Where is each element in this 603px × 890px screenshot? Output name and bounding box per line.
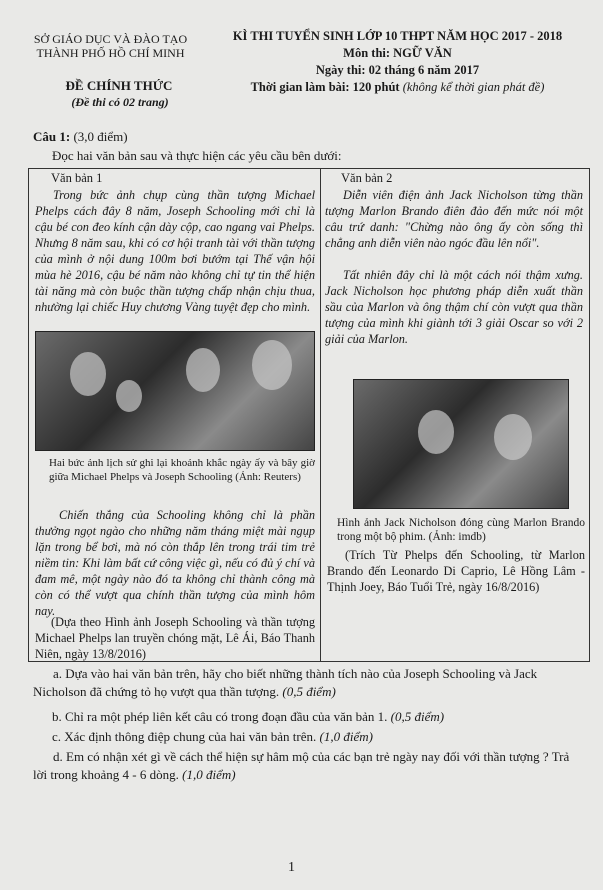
- question-instruction: Đọc hai văn bản sau và thực hiện các yêu cầu bên dưới:: [52, 148, 342, 163]
- question-points: (3,0 điểm): [73, 129, 128, 144]
- department-block: [18, 32, 203, 60]
- pages-note: (Đề thi có 02 trang): [71, 95, 169, 109]
- text1-body: Trong bức ảnh chụp cùng thần tượng Michael Phelps cách đây 8 năm, Joseph Schooling mới chỉ là cậu bé con đeo kính cận dày cộp, cao ngang vai Phelps. Nhưng 8 năm sau, khi có cơ hội tranh tài với thần tượng của mình ở nội dung 100m bơi bướm tại Thế vận hội mùa hè 2016, cậu bé năm nào không chỉ tự tin thể hiện tài năng mà còn buộc thần tượng chấp nhận chịu thua, nhường lại chiếc Huy chương Vàng tuyệt đẹp cho mình.: [35, 188, 315, 314]
- task-b-text: b. Chỉ ra một phép liên kết câu có trong đoạn đầu của văn bản 1.: [52, 709, 388, 724]
- exam-time: [205, 79, 590, 96]
- photo-figure: [70, 352, 106, 396]
- task-a: [33, 665, 578, 701]
- text1-title: Văn bản 1: [51, 171, 103, 185]
- text1-photo: [35, 331, 315, 451]
- task-d-text: d. Em có nhận xét gì về cách thể hiện sự hâm mộ của các bạn trẻ ngày nay đối với thần tượng ? Trả lời trong khoảng 4 - 6 dòng.: [33, 749, 570, 782]
- text1-source: (Dựa theo Hình ảnh Joseph Schooling và thần tượng Michael Phelps lan truyền chóng mặt, Lê Ái, Báo Thanh Niên, ngày 13/8/2016): [35, 615, 315, 661]
- exam-title: KÌ THI TUYỂN SINH LỚP 10 THPT NĂM HỌC 2017 - 2018: [232, 29, 563, 43]
- texts-table: [28, 168, 590, 662]
- photo-figure: [494, 414, 532, 460]
- text2-photo: [353, 379, 569, 509]
- task-b: [52, 708, 582, 726]
- department-line2: THÀNH PHỐ HỒ CHÍ MINH: [36, 46, 185, 60]
- photo-figure: [252, 340, 292, 390]
- page-number: 1: [288, 860, 295, 875]
- column-divider: [320, 169, 321, 661]
- question-label: Câu 1:: [33, 129, 71, 144]
- text1-caption: Hai bức ảnh lịch sử ghi lại khoảnh khắc ngày ấy và bây giờ giữa Michael Phelps và Joseph Schooling (Ảnh: Reuters): [49, 457, 315, 483]
- exam-date: Ngày thi: 02 tháng 6 năm 2017: [315, 63, 480, 77]
- time-note: (không kể thời gian phát đề): [402, 80, 545, 94]
- official-label: ĐỀ CHÍNH THỨC: [65, 78, 173, 93]
- task-d: [33, 748, 578, 784]
- text1-body2: Chiến thắng của Schooling không chỉ là phần thưởng ngọt ngào cho những năm tháng miệt mài ngụp lặn trong bể bơi, mà nó còn thắp lên trong trái tim trẻ niềm tin: Khi làm bất cứ công việc gì, nếu có đủ ý chí và đam mê, một ngày nào đó ta không chỉ thành công mà còn có thể vượt qua chính thần tượng của mình hôm nay.: [35, 508, 315, 618]
- photo-figure: [186, 348, 220, 392]
- subject: Môn thi: NGỮ VĂN: [343, 46, 452, 60]
- time-label: Thời gian làm bài: 120 phút: [250, 80, 400, 94]
- task-b-points: (0,5 điểm): [390, 709, 445, 724]
- task-a-text: a. Dựa vào hai văn bản trên, hãy cho biết những thành tích nào của Joseph Schooling và Jack Nicholson đã chứng tỏ họ vượt qua thần tượng.: [33, 666, 538, 699]
- text2-body2: Tất nhiên đây chỉ là một cách nói thậm xưng. Jack Nicholson học phương pháp diễn xuất thần sầu của Marlon và ông thậm chí còn vượt qua thần tượng của mình khi giành tới 3 giải Oscar so với 2 giải của Marlon.: [325, 268, 583, 346]
- task-c-text: c. Xác định thông điệp chung của hai văn bản trên.: [52, 729, 317, 744]
- exam-title-block: [205, 28, 590, 96]
- department-line1: SỞ GIÁO DỤC VÀ ĐÀO TẠO: [33, 32, 188, 46]
- task-a-points: (0,5 điểm): [282, 684, 336, 699]
- text2-source: (Trích Từ Phelps đến Schooling, từ Marlon Brando đến Leonardo Di Caprio, Lê Hồng Lâm - Thịnh Joey, Báo Tuổi Trẻ, ngày 16/8/2016): [327, 548, 585, 594]
- task-c: [52, 728, 582, 746]
- text2-caption: Hình ảnh Jack Nicholson đóng cùng Marlon Brando trong một bộ phim. (Ảnh: imdb): [337, 517, 585, 543]
- photo-figure: [116, 380, 142, 412]
- task-d-points: (1,0 điểm): [182, 767, 236, 782]
- photo-figure: [418, 410, 454, 454]
- task-c-points: (1,0 điểm): [319, 729, 373, 744]
- question-1-heading: [33, 128, 128, 146]
- text2-title: Văn bản 2: [341, 171, 393, 185]
- text2-body: Diễn viên điện ảnh Jack Nicholson từng thần tượng Marlon Brando điên đảo đến mức nói một câu trứ danh: "Chừng nào ông ấy còn sống thì chẳng anh diễn viên nào ngóc đầu lên nổi".: [325, 188, 583, 250]
